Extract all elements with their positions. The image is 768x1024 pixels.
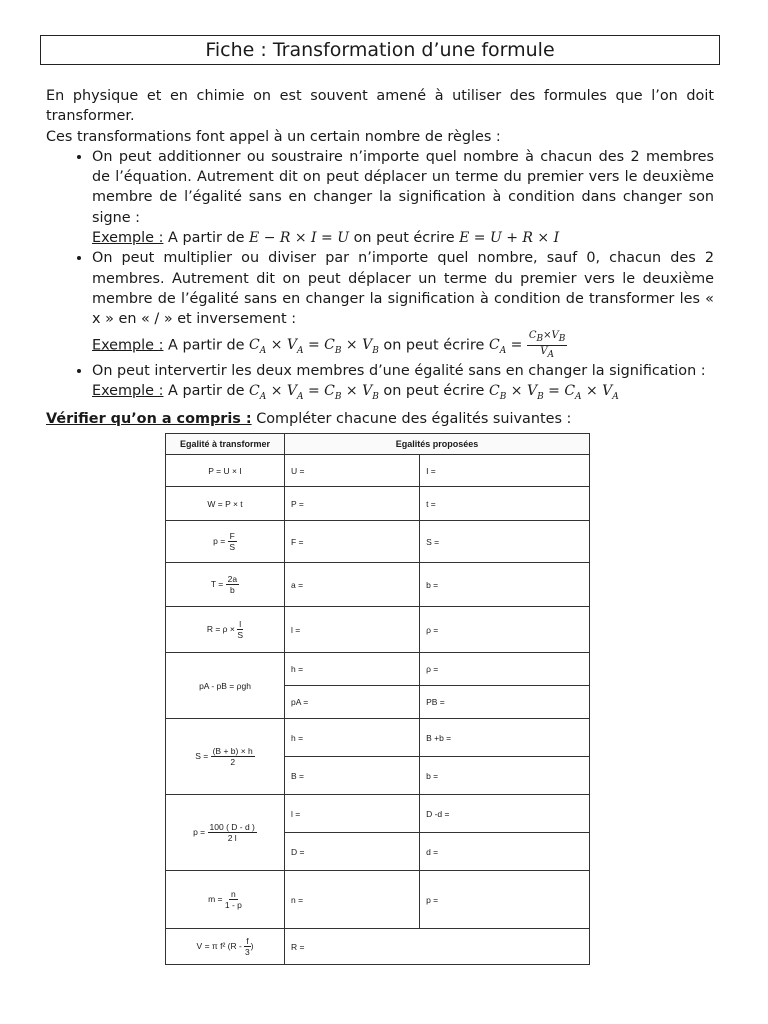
fraction: $\frac{(B + b) \times h}{2}$ (212, 746, 253, 767)
header-formula: Egalité à transformer (166, 434, 285, 455)
table-row (166, 795, 590, 833)
formula-cell: W = P × t (166, 487, 285, 521)
table-row (166, 929, 590, 965)
answer-cell[interactable]: b = (420, 757, 590, 795)
answer-cell[interactable]: B = (285, 757, 420, 795)
answer-cell[interactable]: t = (420, 487, 590, 521)
equation: E − R × I = U (249, 230, 350, 247)
rule-multiply-divide: • On peut multiplier ou diviser par n’importe quel nombre, sauf 0, chacun des 2 membres. Autrement dit on peut déplacer un terme du premier vers le deuxième membre de l’égalité sans en changer la signification à condition de transformer les « x » en « / » et inversement : Exemple : A partir de $C_A \times V_A = C_B \times V_B$ on peut écrire $C_A$ = $\frac{C_B\times V_B}{V_A}$ (92, 248, 714, 361)
rule-swap-members: • On peut intervertir les deux membres d’une égalité sans en changer la signification : Exemple : A partir de $C_A \times V_A = C_B \times V_B$ on peut écrire $C_B \times V_B = C_A \times V_A$ (92, 361, 714, 407)
fraction: $\frac{2a}{b}$ (227, 574, 238, 595)
example-label: Exemple : (92, 383, 164, 400)
table-row (166, 521, 590, 563)
equation: $C_A$ = $\frac{C_B\times V_B}{V_A}$ (488, 329, 566, 360)
formula-cell: m = $\frac{n}{1 - p}$ (166, 871, 285, 929)
formula-cell: S = $\frac{(B + b) \times h}{2}$ (166, 719, 285, 795)
answer-cell[interactable]: ρ = (420, 653, 590, 686)
fraction: $\frac{f}{3}$ (245, 936, 250, 957)
fraction: $\frac{l}{S}$ (237, 619, 244, 640)
answer-cell[interactable]: b = (420, 563, 590, 607)
formula-cell: R = ρ × $\frac{l}{S}$ (166, 607, 285, 653)
answer-cell[interactable]: I = (420, 455, 590, 487)
answer-cell[interactable]: pA = (285, 686, 420, 719)
table-row (166, 487, 590, 521)
exercise-instruction: Compléter chacune des égalités suivantes : (256, 411, 572, 427)
answer-cell[interactable]: U = (285, 455, 420, 487)
fraction: $\frac{F}{S}$ (229, 531, 236, 552)
answer-cell[interactable]: d = (420, 833, 590, 871)
answer-cell[interactable]: ρ = (420, 607, 590, 653)
table-row (166, 607, 590, 653)
equation: $C_B \times V_B = C_A \times V_A$ (488, 383, 619, 403)
answer-cell[interactable]: R = (285, 929, 590, 965)
example-label: Exemple : (92, 337, 164, 354)
table-row (166, 871, 590, 929)
answer-cell[interactable]: F = (285, 521, 420, 563)
exercise-table (165, 433, 590, 965)
answer-cell[interactable]: a = (285, 563, 420, 607)
table-row (166, 455, 590, 487)
answer-cell[interactable]: S = (420, 521, 590, 563)
intro-section (46, 86, 714, 408)
equation: E = U + R × I (459, 230, 560, 247)
formula-cell: V = π f² (R - $\frac{f}{3}$ ) (166, 929, 285, 965)
answer-cell[interactable]: h = (285, 653, 420, 686)
exercise-label: Vérifier qu’on a compris : (46, 411, 252, 427)
formula-cell: p = $\frac{100 ( D - d )}{2 l}$ (166, 795, 285, 871)
answer-cell[interactable]: P = (285, 487, 420, 521)
formula-cell: T = $\frac{2a}{b}$ (166, 563, 285, 607)
answer-cell[interactable]: l = (285, 795, 420, 833)
answer-cell[interactable]: B +b = (420, 719, 590, 757)
answer-cell[interactable]: h = (285, 719, 420, 757)
example-label: Exemple : (92, 230, 164, 247)
fraction: $\frac{100 ( D - d )}{2 l}$ (209, 822, 255, 843)
table-row (166, 563, 590, 607)
intro-rules-lead: Ces transformations font appel à un certain nombre de règles : (46, 128, 501, 145)
rule-add-subtract: • On peut additionner ou soustraire n’importe quel nombre à chacun des 2 membres de l’équation. Autrement dit on peut déplacer un terme du premier vers le deuxième membre de l’égalité sans en changer la signification à condition dans changer son signe : Exemple : A partir de E − R × I = U on peut écrire E = U + R × I (92, 147, 714, 248)
answer-cell[interactable]: l = (285, 607, 420, 653)
table-row (166, 719, 590, 757)
formula-cell: p = $\frac{F}{S}$ (166, 521, 285, 563)
answer-cell[interactable]: D = (285, 833, 420, 871)
answer-cell[interactable]: p = (420, 871, 590, 929)
formula-cell: P = U × I (166, 455, 285, 487)
table-row (166, 653, 590, 686)
rules-list (46, 147, 714, 408)
equation: $C_A \times V_A = C_B \times V_B$ (249, 337, 379, 356)
answer-cell[interactable]: D -d = (420, 795, 590, 833)
formula-cell: pA - pB = ρgh (166, 653, 285, 719)
table-header-row (166, 434, 590, 455)
answer-cell[interactable]: PB = (420, 686, 590, 719)
exercise-heading (46, 411, 571, 427)
intro-paragraph: En physique et en chimie on est souvent amené à utiliser des formules que l’on doit transformer. (46, 88, 714, 125)
fraction: $\frac{n}{1 - p}$ (224, 889, 242, 910)
answer-cell[interactable]: n = (285, 871, 420, 929)
page-title: Fiche : Transformation d’une formule (40, 35, 720, 65)
header-proposed: Egalités proposées (285, 434, 590, 455)
equation: $C_A \times V_A = C_B \times V_B$ (249, 383, 379, 403)
